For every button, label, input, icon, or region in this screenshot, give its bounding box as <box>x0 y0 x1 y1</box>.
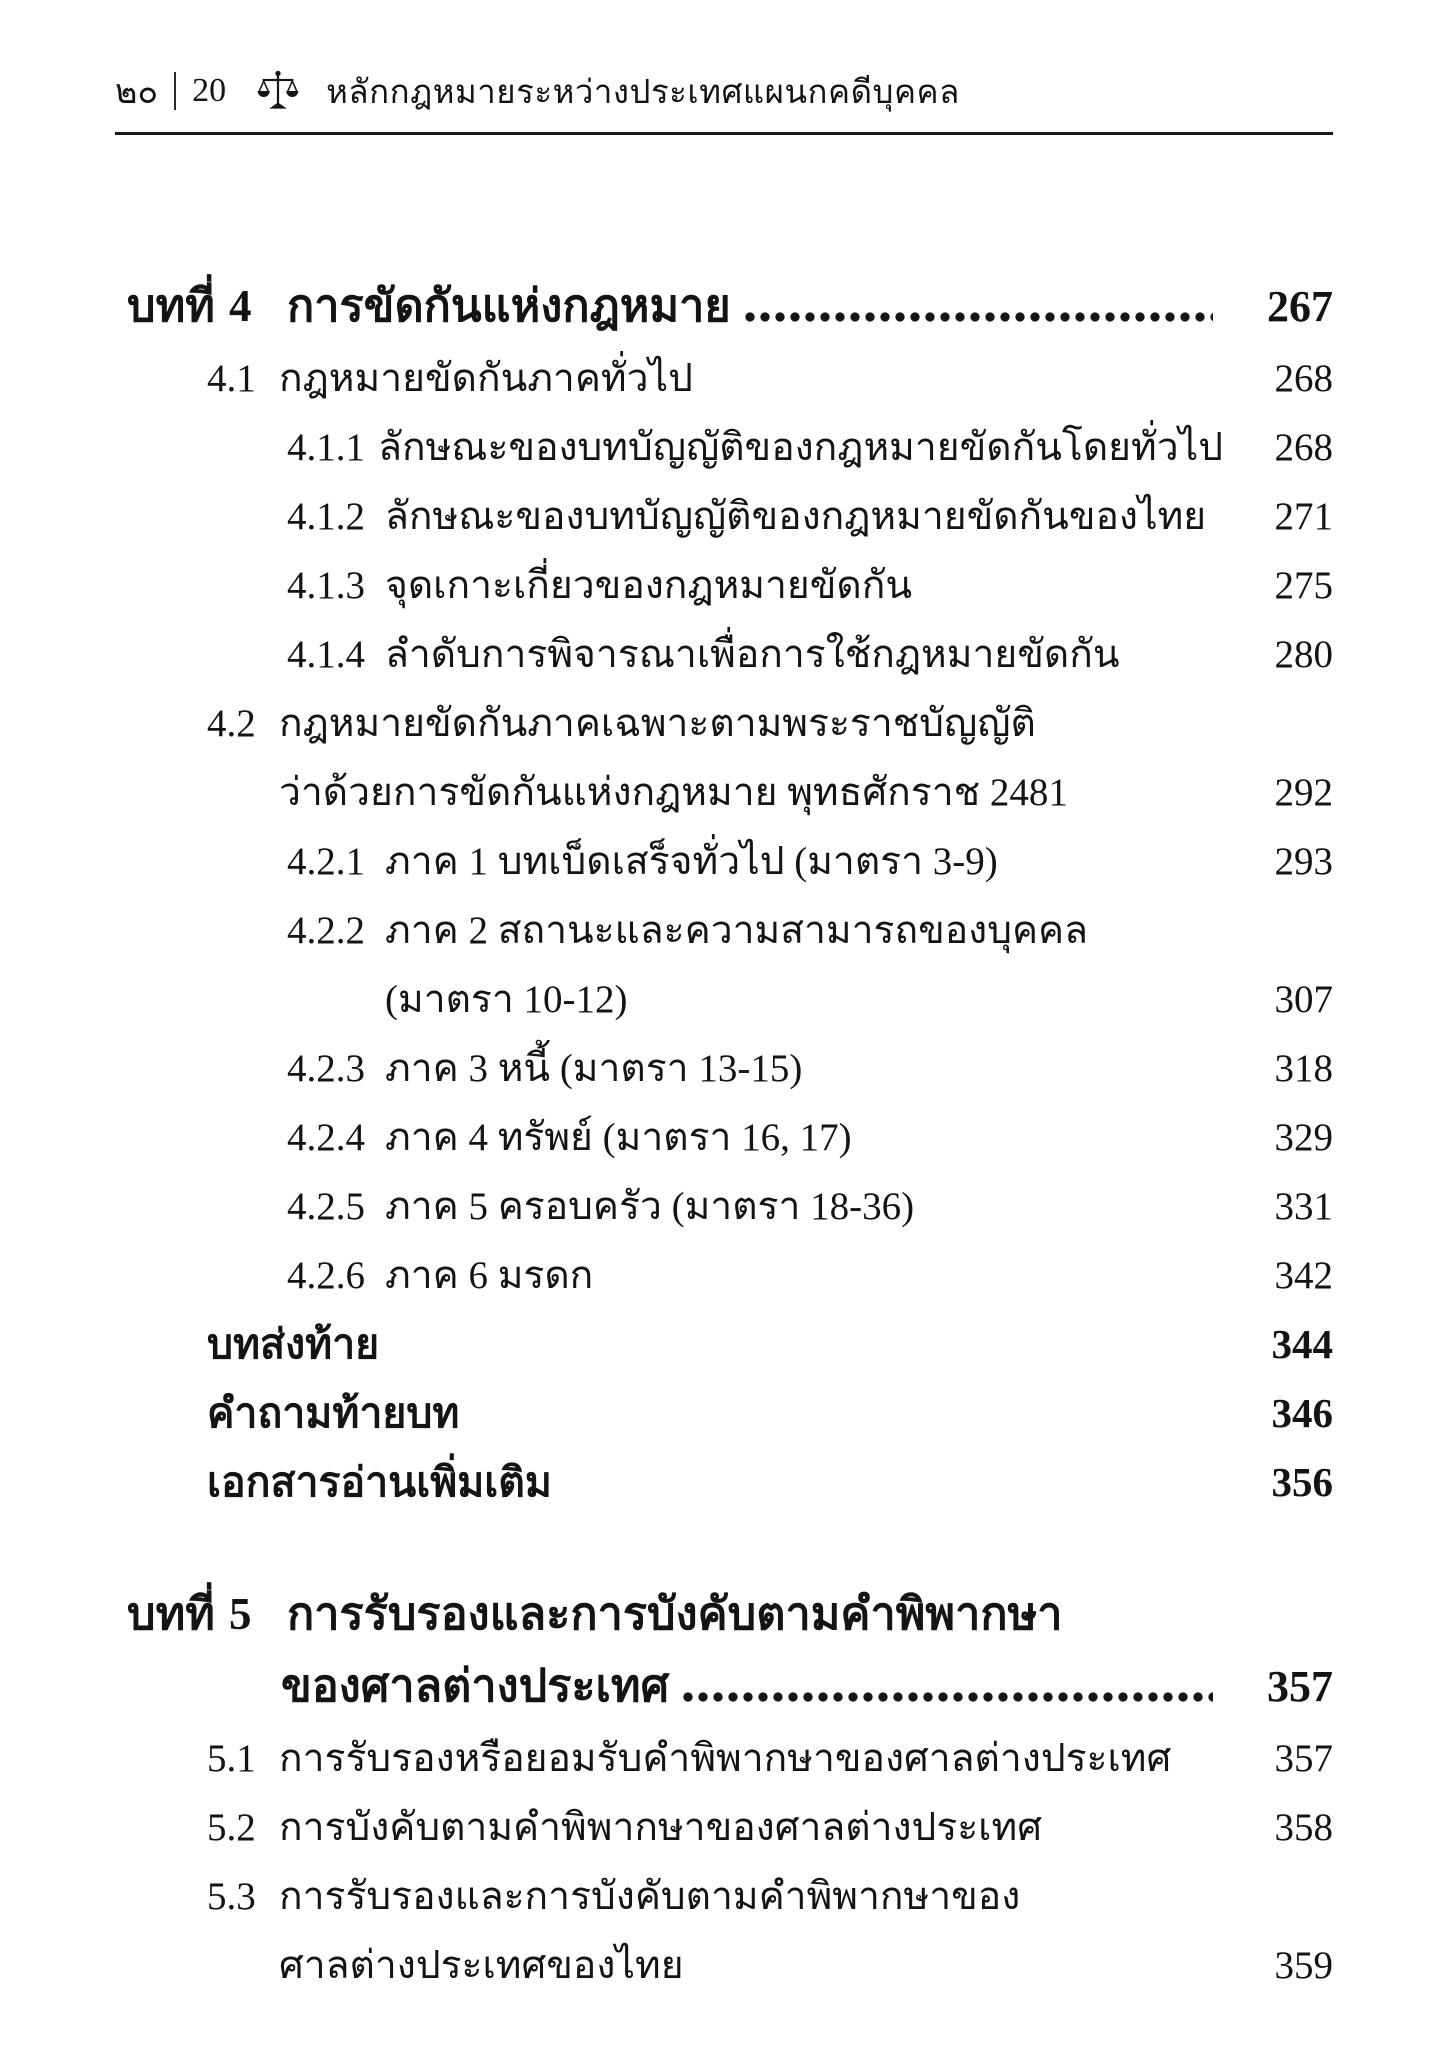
entry-page: 275 <box>1274 564 1333 608</box>
entry-page: 344 <box>1271 1320 1333 1367</box>
toc-entry-end-questions <box>115 1368 1333 1437</box>
toc-entry-5-1 <box>115 1713 1333 1782</box>
entry-number: 4.2.5 <box>287 1185 365 1229</box>
toc-entry-4-2-2-continuation <box>115 954 1333 1023</box>
entry-title: กฎหมายขัดกันภาคทั่วไป <box>279 357 693 401</box>
entry-number: 4.1 <box>207 357 256 401</box>
entry-page: 359 <box>1274 1944 1333 1988</box>
entry-title: ภาค 2 สถานะและความสามารถของบุคคล <box>385 909 1089 953</box>
toc-entry-4-2-2 <box>115 885 1333 954</box>
toc-entry-4-1 <box>115 333 1333 402</box>
entry-title: คำถามท้ายบท <box>207 1389 460 1436</box>
toc-entry-4-2-continuation <box>115 747 1333 816</box>
toc-entry-4-1-2 <box>115 471 1333 540</box>
chapter-label: บทที่ <box>127 281 215 332</box>
chapter-label: บทที่ <box>127 1589 215 1640</box>
entry-number: 4.2.3 <box>287 1047 365 1091</box>
toc-entry-chapter-4 <box>115 253 1333 333</box>
chapter-title: การขัดกันแห่งกฎหมาย <box>287 281 731 332</box>
toc-entry-4-1-4 <box>115 609 1333 678</box>
entry-page: 346 <box>1271 1389 1333 1436</box>
folio-divider <box>174 72 176 110</box>
entry-title: จุดเกาะเกี่ยวของกฎหมายขัดกัน <box>385 564 913 608</box>
entry-number: 4.1.1 <box>287 426 365 470</box>
entry-page: 357 <box>1267 1662 1333 1712</box>
entry-number: 4.1.2 <box>287 495 365 539</box>
entry-title: ลำดับการพิจารณาเพื่อการใช้กฎหมายขัดกัน <box>385 633 1120 677</box>
entry-number: 4.2.6 <box>287 1254 365 1298</box>
chapter-title: ของศาลต่างประเทศ <box>281 1661 670 1712</box>
entry-title: (มาตรา 10-12) <box>385 978 628 1022</box>
entry-number: 5.2 <box>207 1806 256 1850</box>
toc-entry-4-2-3 <box>115 1023 1333 1092</box>
entry-number: 4.2.4 <box>287 1116 365 1160</box>
scales-of-justice-icon <box>256 69 300 113</box>
entry-page: 342 <box>1274 1254 1333 1298</box>
entry-page: 358 <box>1274 1806 1333 1850</box>
chapter-number: 4 <box>229 281 252 332</box>
toc-entry-4-2 <box>115 678 1333 747</box>
toc-entry-4-1-3 <box>115 540 1333 609</box>
entry-title: การบังคับตามคำพิพากษาของศาลต่างประเทศ <box>279 1806 1042 1850</box>
entry-title: เอกสารอ่านเพิ่มเติม <box>207 1458 552 1505</box>
toc-entry-chapter-5 <box>115 1561 1333 1641</box>
page-number-thai: ๒๐ <box>115 74 159 111</box>
chapter-number: 5 <box>229 1589 252 1640</box>
toc-entry-5-3 <box>115 1851 1333 1920</box>
toc-entry-epilogue <box>115 1299 1333 1368</box>
entry-page: 268 <box>1274 357 1333 401</box>
toc-entry-4-1-1 <box>115 402 1333 471</box>
entry-page: 293 <box>1274 840 1333 884</box>
dotted-leader <box>745 311 1213 323</box>
entry-title: ภาค 3 หนี้ (มาตรา 13-15) <box>385 1047 803 1091</box>
entry-title: ภาค 4 ทรัพย์ (มาตรา 16, 17) <box>385 1116 852 1160</box>
toc-entry-4-2-1 <box>115 816 1333 885</box>
toc-entry-4-2-5 <box>115 1161 1333 1230</box>
entry-page: 318 <box>1274 1047 1333 1091</box>
entry-title: ภาค 1 บทเบ็ดเสร็จทั่วไป (มาตรา 3-9) <box>385 840 998 884</box>
toc-entry-5-3-continuation <box>115 1920 1333 1989</box>
running-header <box>115 0 1333 135</box>
entry-page: 280 <box>1274 633 1333 677</box>
entry-page: 357 <box>1274 1737 1333 1781</box>
entry-title: ลักษณะของบทบัญญัติของกฎหมายขัดกันของไทย <box>385 495 1207 539</box>
entry-number: 4.1.4 <box>287 633 365 677</box>
entry-page: 329 <box>1274 1116 1333 1160</box>
entry-title: ว่าด้วยการขัดกันแห่งกฎหมาย พุทธศักราช 2481 <box>279 771 1068 815</box>
chapter-title: การรับรองและการบังคับตามคำพิพากษา <box>287 1589 1063 1640</box>
entry-title: บทส่งท้าย <box>207 1320 380 1367</box>
running-title: หลักกฎหมายระหว่างประเทศแผนกคดีบุคคล <box>326 74 960 111</box>
entry-title: การรับรองและการบังคับตามคำพิพากษาของ <box>279 1875 1021 1919</box>
entry-number: 5.3 <box>207 1875 256 1919</box>
entry-title: การรับรองหรือยอมรับคำพิพากษาของศาลต่างประเทศ <box>279 1737 1172 1781</box>
entry-page: 267 <box>1267 282 1333 332</box>
entry-title: กฎหมายขัดกันภาคเฉพาะตามพระราชบัญญัติ <box>279 702 1036 746</box>
entry-number: 5.1 <box>207 1737 256 1781</box>
toc-entry-4-2-4 <box>115 1092 1333 1161</box>
entry-number: 4.2.1 <box>287 840 365 884</box>
entry-page: 307 <box>1274 978 1333 1022</box>
entry-number: 4.2 <box>207 702 256 746</box>
toc-entry-chapter-5-continuation <box>115 1641 1333 1713</box>
dotted-leader <box>683 1691 1213 1703</box>
toc-entry-4-2-6 <box>115 1230 1333 1299</box>
entry-title: ภาค 6 มรดก <box>385 1254 594 1298</box>
table-of-contents <box>115 253 1333 1989</box>
entry-page: 356 <box>1271 1458 1333 1505</box>
entry-number: 4.1.3 <box>287 564 365 608</box>
toc-entry-further-reading <box>115 1437 1333 1506</box>
entry-page: 292 <box>1274 771 1333 815</box>
toc-entry-5-2 <box>115 1782 1333 1851</box>
entry-title: ลักษณะของบทบัญญัติของกฎหมายขัดกันโดยทั่วไป <box>378 426 1223 470</box>
entry-page: 268 <box>1274 426 1333 470</box>
entry-page: 271 <box>1274 495 1333 539</box>
entry-title: ภาค 5 ครอบครัว (มาตรา 18-36) <box>385 1185 915 1229</box>
entry-title: ศาลต่างประเทศของไทย <box>279 1944 684 1988</box>
entry-number: 4.2.2 <box>287 909 365 953</box>
page-number-arabic: 20 <box>192 72 227 109</box>
entry-page: 331 <box>1274 1185 1333 1229</box>
